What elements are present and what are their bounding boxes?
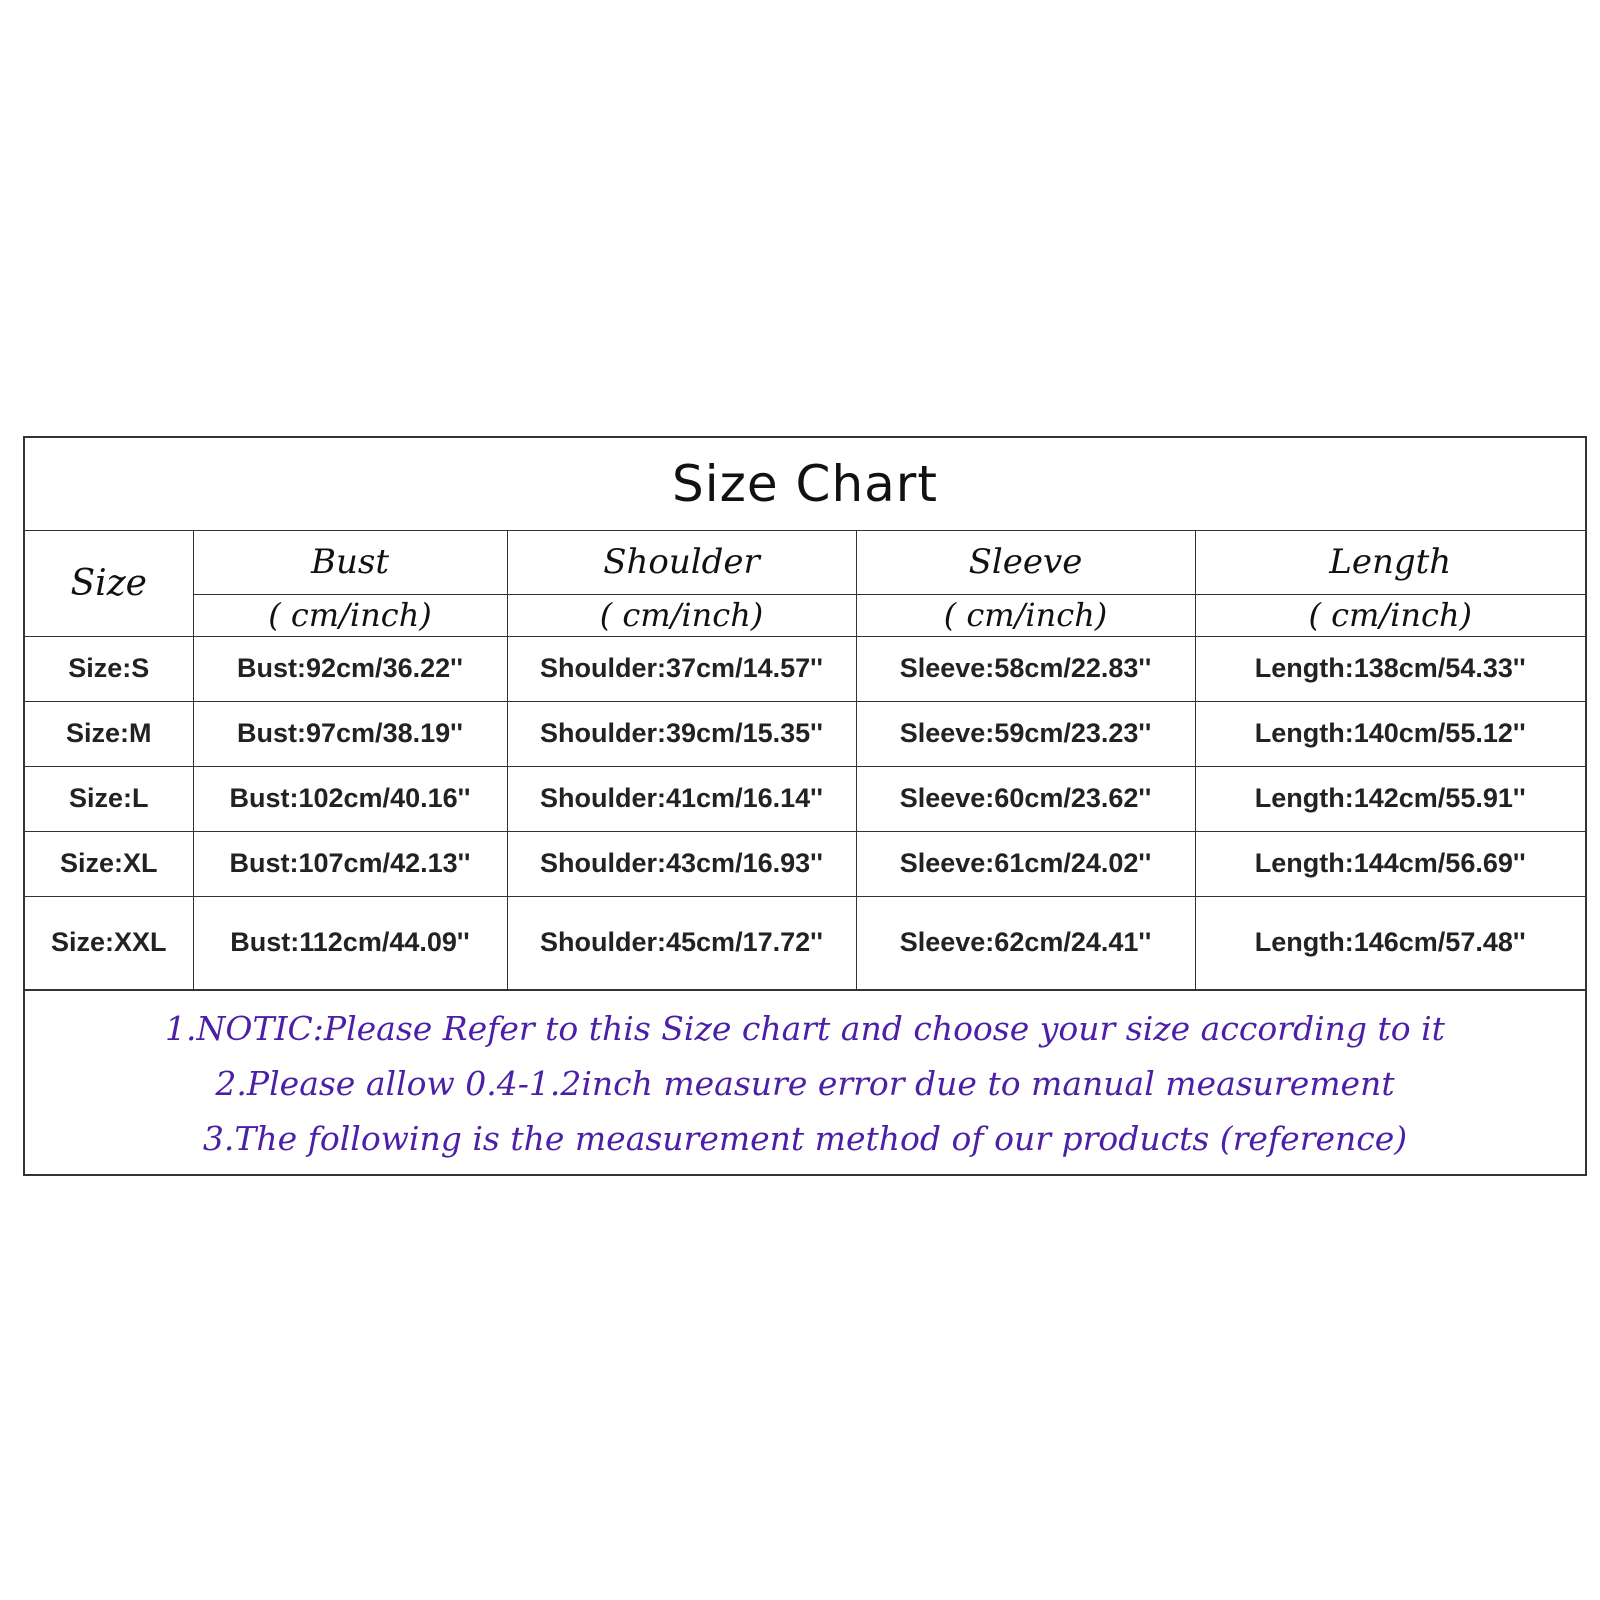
size-chart [23, 436, 1587, 1176]
note-line-2: 2.Please allow 0.4-1.2inch measure error due to manual measurement [215, 1063, 1395, 1103]
sleeve-value: Sleeve:61cm/24.02'' [856, 831, 1195, 896]
length-value: Length:138cm/54.33'' [1195, 636, 1585, 701]
shoulder-value: Shoulder:43cm/16.93'' [507, 831, 856, 896]
sleeve-value: Sleeve:59cm/23.23'' [856, 701, 1195, 766]
shoulder-value: Shoulder:37cm/14.57'' [507, 636, 856, 701]
length-value: Length:146cm/57.48'' [1195, 896, 1585, 989]
table-row [25, 701, 1585, 766]
table-row [25, 766, 1585, 831]
header-shoulder: Shoulder [507, 530, 856, 594]
header-bust-unit: ( cm/inch) [193, 594, 507, 636]
shoulder-value: Shoulder:45cm/17.72'' [507, 896, 856, 989]
header-shoulder-unit: ( cm/inch) [507, 594, 856, 636]
note-line-1: 1.NOTIC:Please Refer to this Size chart and choose your size according to it [165, 1008, 1445, 1048]
chart-title: Size Chart [25, 438, 1585, 530]
size-table [25, 438, 1585, 990]
bust-value: Bust:107cm/42.13'' [193, 831, 507, 896]
header-length-unit: ( cm/inch) [1195, 594, 1585, 636]
notes-section [25, 990, 1585, 1176]
length-value: Length:140cm/55.12'' [1195, 701, 1585, 766]
size-label: Size:M [25, 701, 193, 766]
bust-value: Bust:92cm/36.22'' [193, 636, 507, 701]
sleeve-value: Sleeve:60cm/23.62'' [856, 766, 1195, 831]
table-row [25, 896, 1585, 989]
size-label: Size:S [25, 636, 193, 701]
header-length: Length [1195, 530, 1585, 594]
size-label: Size:L [25, 766, 193, 831]
bust-value: Bust:112cm/44.09'' [193, 896, 507, 989]
table-row [25, 831, 1585, 896]
note-line-3: 3.The following is the measurement method of our products (reference) [202, 1118, 1408, 1158]
header-sleeve-unit: ( cm/inch) [856, 594, 1195, 636]
table-row [25, 636, 1585, 701]
length-value: Length:144cm/56.69'' [1195, 831, 1585, 896]
sleeve-value: Sleeve:58cm/22.83'' [856, 636, 1195, 701]
size-label: Size:XL [25, 831, 193, 896]
bust-value: Bust:102cm/40.16'' [193, 766, 507, 831]
header-size: Size [25, 530, 193, 636]
header-sleeve: Sleeve [856, 530, 1195, 594]
shoulder-value: Shoulder:41cm/16.14'' [507, 766, 856, 831]
size-label: Size:XXL [25, 896, 193, 989]
bust-value: Bust:97cm/38.19'' [193, 701, 507, 766]
sleeve-value: Sleeve:62cm/24.41'' [856, 896, 1195, 989]
length-value: Length:142cm/55.91'' [1195, 766, 1585, 831]
header-bust: Bust [193, 530, 507, 594]
shoulder-value: Shoulder:39cm/15.35'' [507, 701, 856, 766]
